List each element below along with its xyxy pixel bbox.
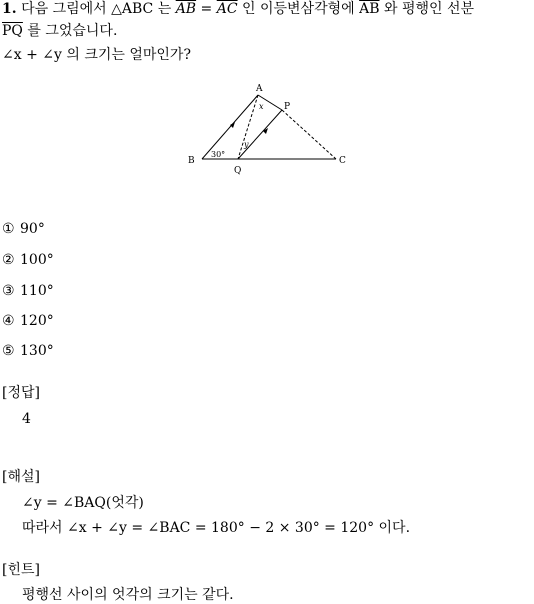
- question-text-b: 인 이등변삼각형에: [237, 1, 360, 17]
- choice-5[interactable]: [2, 342, 54, 360]
- choice-mark-3: ③: [2, 283, 15, 299]
- answer-heading: [정답]: [2, 385, 40, 401]
- choice-mark-5: ⑤: [2, 343, 15, 359]
- label-y: y: [244, 140, 249, 149]
- equals-sign: =: [196, 1, 217, 17]
- segment-ab-italic: $\overline{AB}$: [175, 1, 197, 17]
- question-text-c: 와 평행인 선분: [379, 1, 475, 17]
- choice-text-2: 100°: [20, 252, 54, 268]
- arrow-ab-icon: [230, 122, 235, 128]
- choice-text-4: 120°: [20, 313, 54, 329]
- segment-pq-line: [238, 110, 282, 159]
- explanation-line-2: 따라서 ∠x + ∠y = ∠BAC = 180° − 2 × 30° = 120° 이다.: [22, 520, 411, 536]
- choice-4[interactable]: [2, 312, 54, 330]
- segment-pq: $\overline{PQ}$: [2, 23, 23, 39]
- explanation-heading: [해설]: [2, 469, 40, 485]
- hint-text: 평행선 사이의 엇각의 크기는 같다.: [22, 587, 234, 603]
- segment-aq: [238, 95, 258, 159]
- choice-mark-1: ①: [2, 221, 15, 237]
- label-c: C: [339, 156, 346, 166]
- label-a: A: [256, 84, 263, 94]
- segment-ac-italic: $\overline{AC}$: [216, 1, 238, 17]
- choice-text-1: 90°: [20, 221, 45, 237]
- question-number: 1.: [2, 1, 17, 17]
- angle-b-label: 30°: [211, 150, 226, 159]
- choice-mark-4: ④: [2, 313, 15, 329]
- question-text-a: 다음 그림에서 △ABC 는: [21, 1, 176, 17]
- answer-value: 4: [22, 411, 31, 427]
- explanation-line-1: ∠y = ∠BAQ(엇각): [22, 495, 144, 511]
- label-q: Q: [234, 166, 242, 176]
- side-pc: [282, 110, 336, 159]
- label-x: x: [259, 102, 264, 111]
- question-text-line2: 를 그었습니다.: [22, 23, 118, 39]
- choice-3[interactable]: [2, 282, 54, 300]
- choice-mark-2: ②: [2, 252, 15, 268]
- choice-text-5: 130°: [20, 343, 54, 359]
- choice-2[interactable]: [2, 251, 54, 269]
- question-line-1: [2, 0, 474, 18]
- question-text-line3: ∠x + ∠y 의 크기는 얼마인가?: [2, 47, 191, 63]
- question-line-2: [2, 22, 117, 40]
- question-line-3: [2, 46, 191, 64]
- label-p: P: [284, 102, 291, 112]
- segment-ab: $\overline{AB}$: [359, 1, 380, 17]
- hint-heading: [힌트]: [2, 562, 40, 578]
- choice-1[interactable]: [2, 220, 45, 238]
- triangle-diagram: [186, 80, 356, 180]
- choice-text-3: 110°: [20, 283, 54, 299]
- label-b: B: [188, 156, 195, 166]
